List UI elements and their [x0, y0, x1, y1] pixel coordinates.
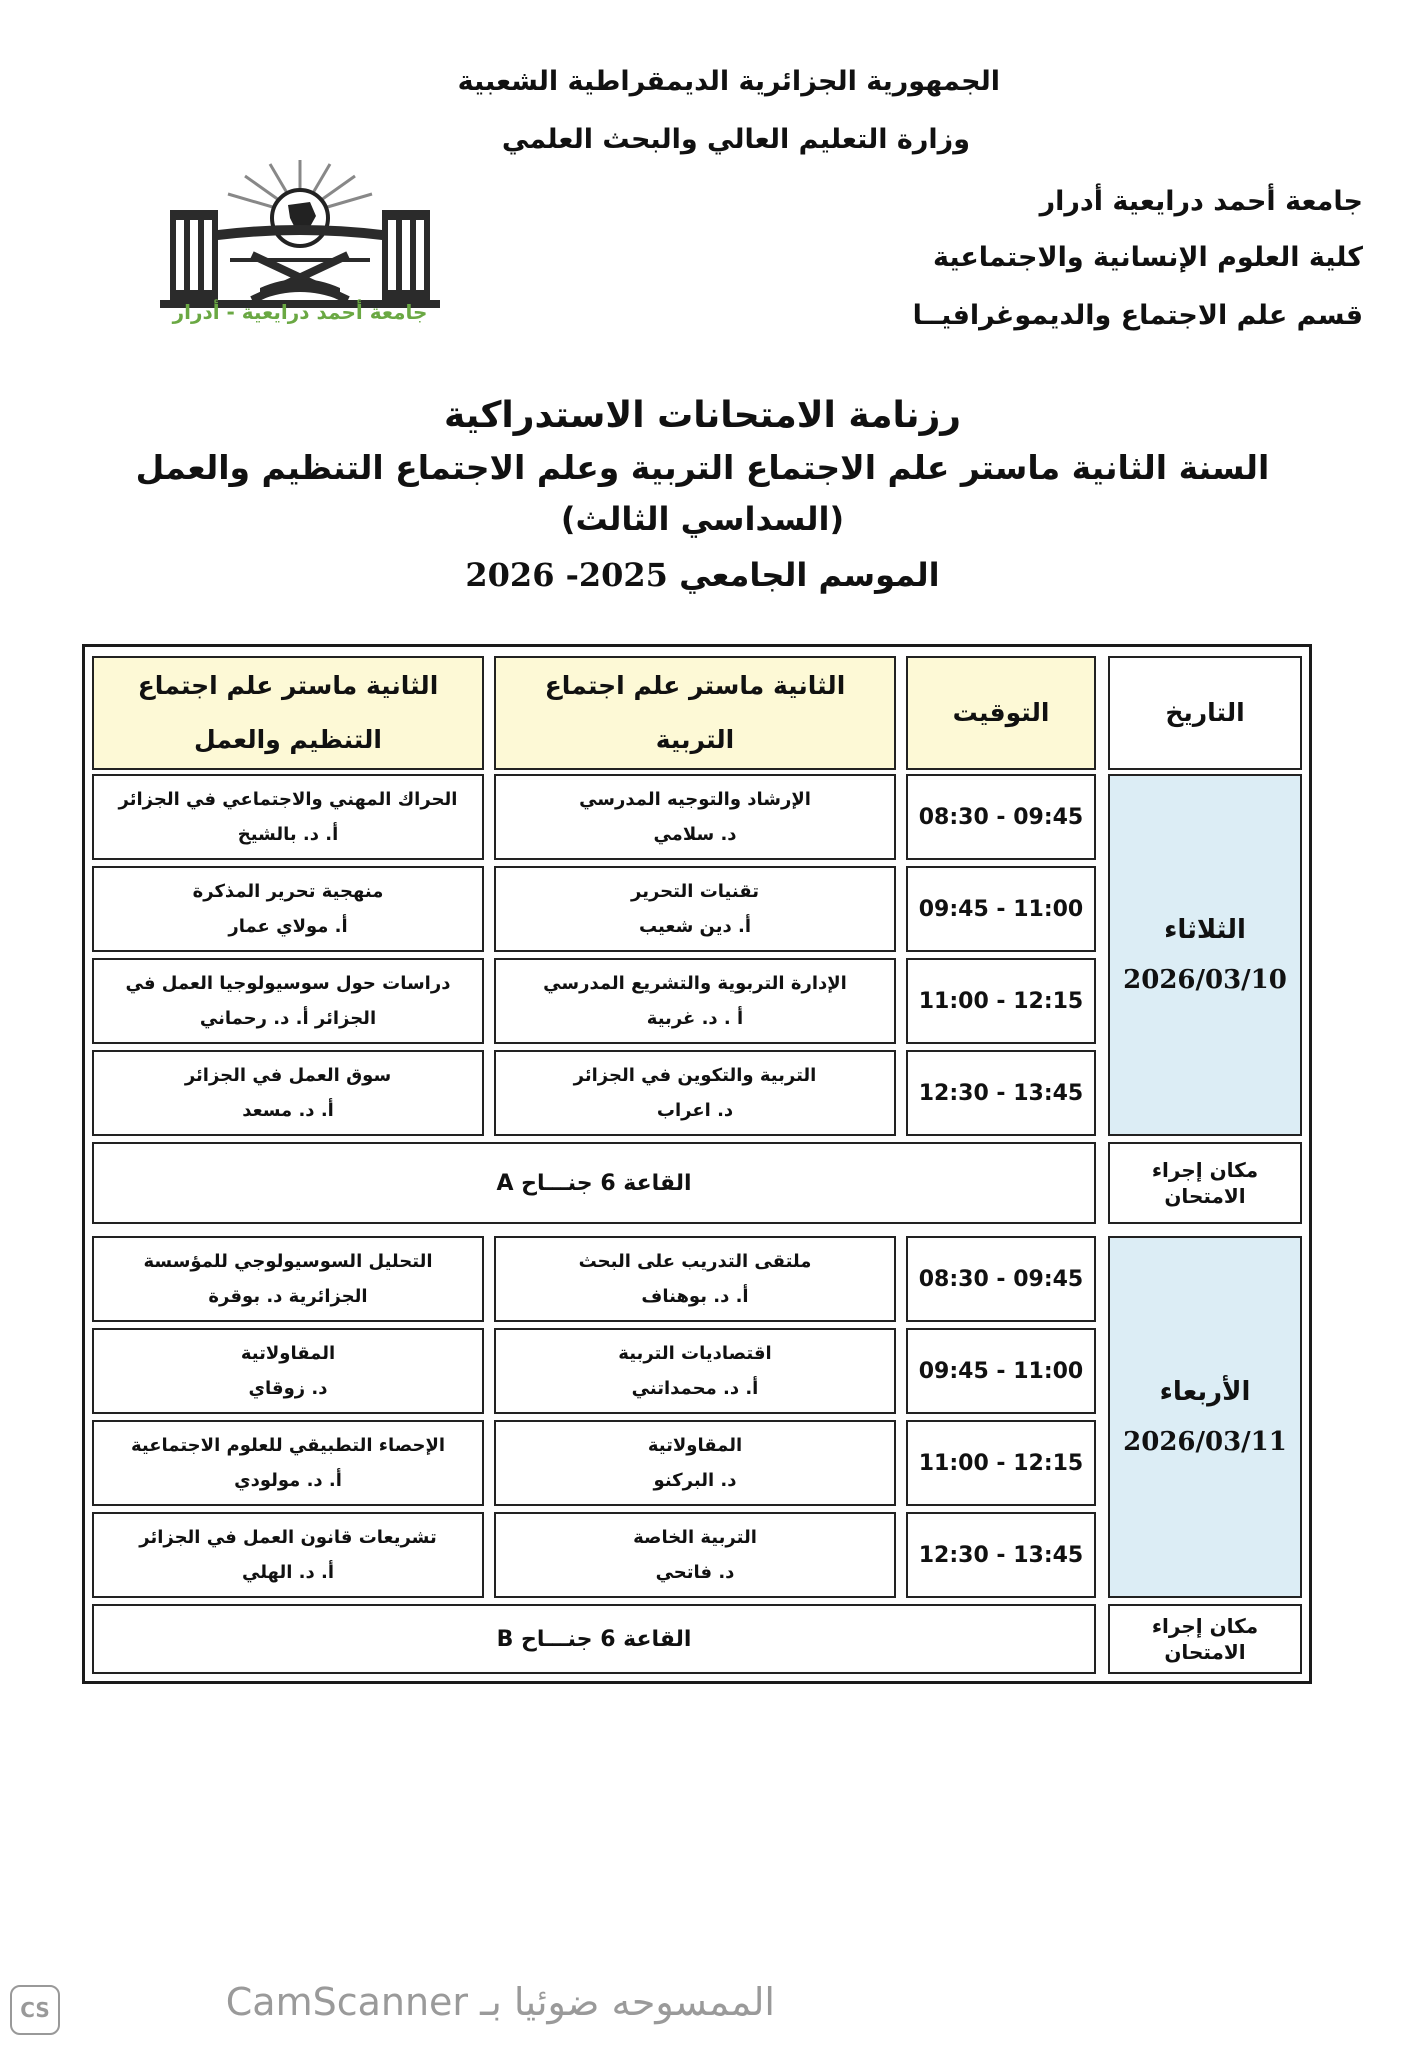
day2-exam-hall: القاعة 6 جنـــاح B — [92, 1604, 1096, 1674]
camscanner-badge: CS — [10, 1985, 60, 2035]
day2-row1-edu-subject: ملتقى التدريب على البحث — [578, 1251, 812, 1272]
day1-row1-edu-subject: الإرشاد والتوجيه المدرسي — [579, 789, 811, 810]
day1-row3-org-subject: دراسات حول سوسيولوجيا العمل في — [125, 973, 451, 994]
day1-row1-org-subject: الحراك المهني والاجتماعي في الجزائر — [118, 789, 458, 810]
day2-row2-org-subject: المقاولاتية — [240, 1343, 336, 1364]
day2-row4-edu — [494, 1512, 896, 1598]
day1-row1-org-teacher: أ. د. بالشيخ — [237, 824, 339, 845]
day2-row1-edu — [494, 1236, 896, 1322]
day2-place-label-line1: مكان إجراء — [1151, 1614, 1259, 1638]
day1-row4-edu — [494, 1050, 896, 1136]
day1-row2-edu — [494, 866, 896, 952]
day1-row1-edu — [494, 774, 896, 860]
day2-row1-org — [92, 1236, 484, 1322]
day1-date: 2026/03/10 — [1123, 965, 1287, 995]
day2-row2-time: 09:45 - 11:00 — [906, 1328, 1096, 1414]
day1-row3-org-teacher: الجزائر أ. د. رحماني — [199, 1008, 377, 1029]
scanner-watermark: الممسوحه ضوئيا بـ CamScanner — [225, 1980, 775, 2024]
day2-row2-edu — [494, 1328, 896, 1414]
day2-row3-edu-subject: المقاولاتية — [647, 1435, 743, 1456]
day2-row1-time: 08:30 - 09:45 — [906, 1236, 1096, 1322]
day1-row3-edu-subject: الإدارة التربوية والتشريع المدرسي — [543, 973, 847, 994]
day1-place-label-line2: الامتحان — [1164, 1184, 1246, 1208]
day2-row3-org — [92, 1420, 484, 1506]
header-time-label: التوقيت — [952, 698, 1050, 727]
day1-row2-org-subject: منهجية تحرير المذكرة — [192, 881, 384, 902]
republic-title: الجمهورية الجزائرية الديمقراطية الشعبية — [457, 66, 1000, 97]
day2-row4-edu-subject: التربية الخاصة — [633, 1527, 757, 1548]
day1-row3-time: 11:00 - 12:15 — [906, 958, 1096, 1044]
header-org-line1: الثانية ماستر علم اجتماع — [137, 671, 439, 700]
day1-row4-org — [92, 1050, 484, 1136]
day2-row3-time: 11:00 - 12:15 — [906, 1420, 1096, 1506]
semester-title: (السداسي الثالث) — [560, 500, 845, 538]
day1-row4-time: 12:30 - 13:45 — [906, 1050, 1096, 1136]
day2-date: 2026/03/11 — [1123, 1427, 1287, 1457]
day1-row2-edu-teacher: أ. دين شعيب — [639, 916, 751, 937]
day2-row2-org-teacher: د. زوقاي — [248, 1378, 328, 1399]
header-time — [906, 656, 1096, 770]
day2-row3-edu — [494, 1420, 896, 1506]
header-edu-column — [494, 656, 896, 770]
season-years: 2025- 2026 — [465, 556, 668, 594]
day2-row4-org-subject: تشريعات قانون العمل في الجزائر — [139, 1527, 437, 1548]
program-title: السنة الثانية ماستر علم الاجتماع التربية وعلم الاجتماع التنظيم والعمل — [135, 448, 1270, 487]
header-date — [1108, 656, 1302, 770]
day2-row1-org-teacher: الجزائرية د. بوقرة — [208, 1286, 368, 1307]
day1-row4-org-subject: سوق العمل في الجزائر — [184, 1065, 392, 1086]
day2-row2-edu-subject: اقتصاديات التربية — [618, 1343, 772, 1364]
day1-row4-org-teacher: أ. د. مسعد — [242, 1100, 334, 1121]
day1-place-label — [1108, 1142, 1302, 1224]
day1-row1-org — [92, 774, 484, 860]
header-date-label: التاريخ — [1165, 698, 1245, 727]
header-org-line2: التنظيم والعمل — [194, 725, 382, 754]
calendar-title: رزنامة الامتحانات الاستدراكية — [443, 395, 962, 436]
header-org-column — [92, 656, 484, 770]
day2-row3-org-subject: الإحصاء التطبيقي للعلوم الاجتماعية — [130, 1435, 446, 1456]
day1-row3-edu — [494, 958, 896, 1044]
day2-row1-org-subject: التحليل السوسيولوجي للمؤسسة — [143, 1251, 433, 1272]
day2-row4-org — [92, 1512, 484, 1598]
department-name: قسم علم الاجتماع والديموغرافيــا — [912, 300, 1363, 331]
university-name: جامعة أحمد درايعية أدرار — [1039, 186, 1363, 217]
day2-row2-org — [92, 1328, 484, 1414]
day1-row2-org — [92, 866, 484, 952]
day1-row3-org — [92, 958, 484, 1044]
day2-row4-time: 12:30 - 13:45 — [906, 1512, 1096, 1598]
day1-row2-edu-subject: تقنيات التحرير — [631, 881, 759, 902]
day2-row4-edu-teacher: د. فاتحي — [655, 1562, 735, 1583]
ministry-title: وزارة التعليم العالي والبحث العلمي — [501, 124, 970, 155]
day2-row3-org-teacher: أ. د. مولودي — [234, 1470, 342, 1491]
day1-place-label-line1: مكان إجراء — [1151, 1158, 1259, 1182]
day2-row4-org-teacher: أ. د. الهلي — [242, 1562, 334, 1583]
day2-date-cell — [1108, 1236, 1302, 1598]
day1-row1-edu-teacher: د. سلامي — [653, 824, 737, 845]
header-edu-line2: التربية — [655, 725, 735, 754]
day2-row1-edu-teacher: أ. د. بوهناف — [641, 1286, 749, 1307]
season-label: الموسم الجامعي — [679, 556, 940, 594]
day2-row2-edu-teacher: أ. د. محمداتني — [631, 1378, 759, 1399]
day2-row3-edu-teacher: د. البركنو — [653, 1470, 737, 1491]
academic-season — [0, 556, 1405, 594]
day1-row4-edu-teacher: د. اعراب — [656, 1100, 734, 1121]
day1-row2-time: 09:45 - 11:00 — [906, 866, 1096, 952]
day1-exam-hall: القاعة 6 جنـــاح A — [92, 1142, 1096, 1224]
day1-row2-org-teacher: أ. مولاي عمار — [228, 916, 348, 937]
faculty-name: كلية العلوم الإنسانية والاجتماعية — [932, 242, 1363, 273]
header-edu-line1: الثانية ماستر علم اجتماع — [544, 671, 846, 700]
day1-date-cell — [1108, 774, 1302, 1136]
day1-day: الثلاثاء — [1164, 915, 1246, 945]
logo-caption: جامعة أحمد درايعية - أدرار — [172, 300, 428, 324]
day1-row4-edu-subject: التربية والتكوين في الجزائر — [573, 1065, 817, 1086]
day2-place-label-line2: الامتحان — [1164, 1640, 1246, 1664]
day2-day: الأربعاء — [1159, 1377, 1251, 1407]
day2-place-label — [1108, 1604, 1302, 1674]
day1-row1-time: 08:30 - 09:45 — [906, 774, 1096, 860]
day1-row3-edu-teacher: أ . د. غربية — [646, 1008, 744, 1029]
